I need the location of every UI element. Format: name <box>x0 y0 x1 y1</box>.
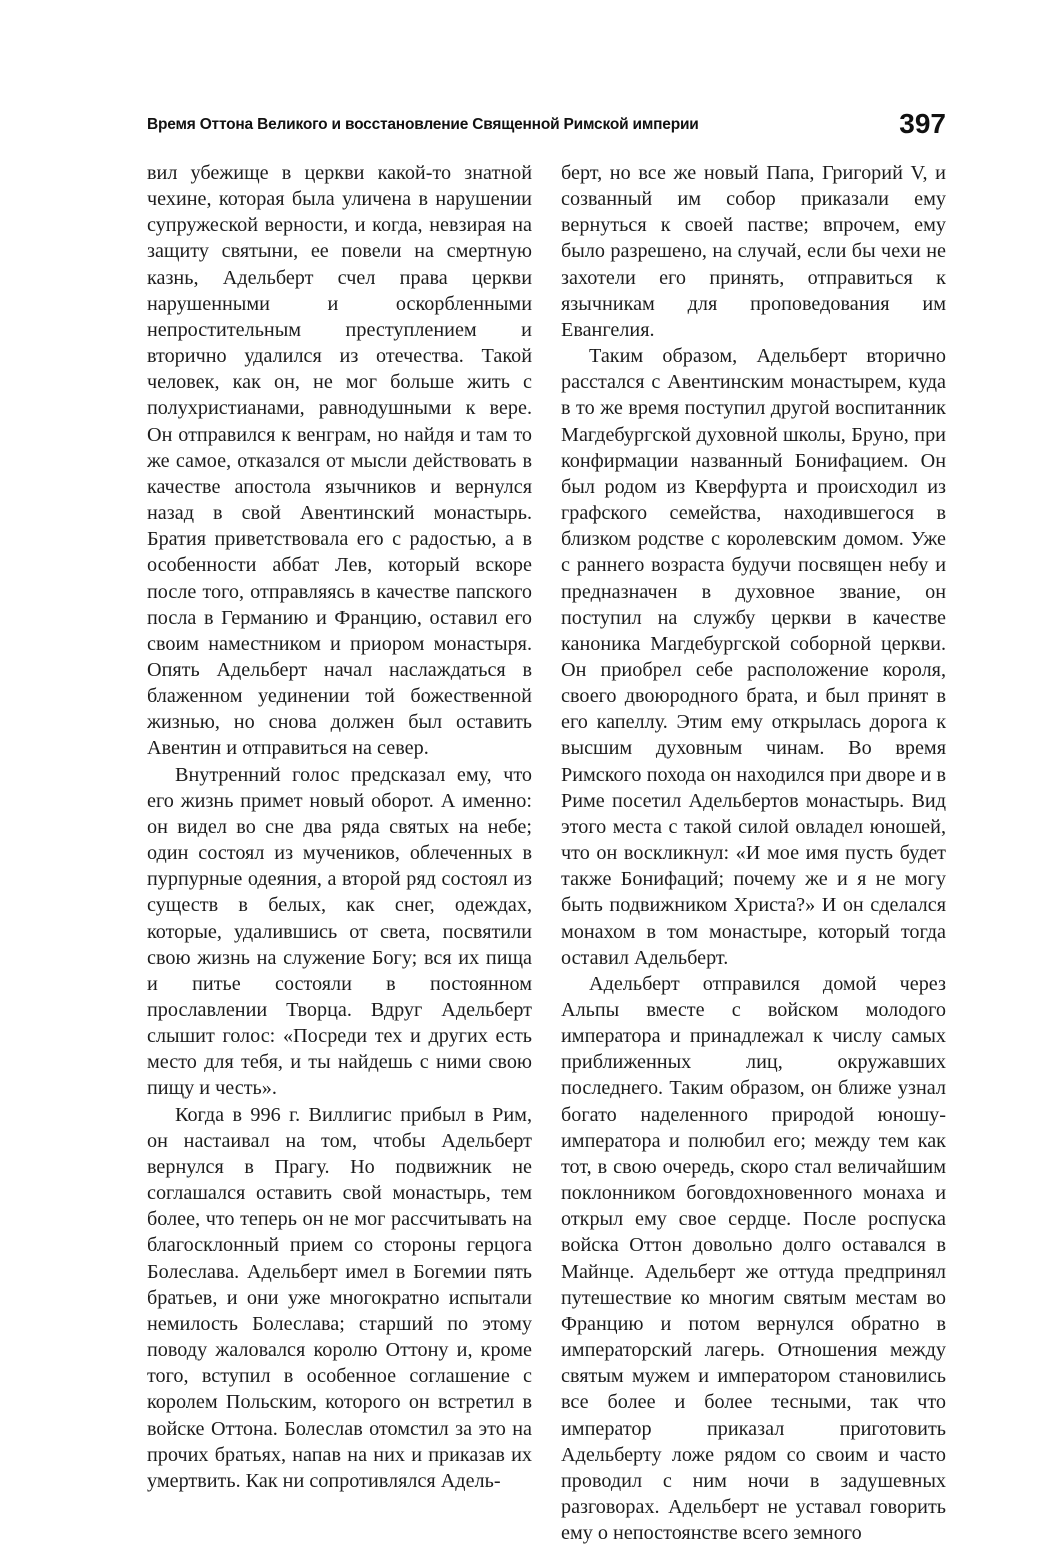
paragraph: берт, но все же новый Папа, Григорий V, и созванный им собор приказали ему вернуться к своей пастве; впрочем, ему было разрешено, на случай, если бы чехи не захотели его принять, отправиться к язычникам для проповедования им Евангелия. <box>561 162 946 341</box>
paragraph: Когда в 996 г. Виллигис прибыл в Рим, он настаивал на том, чтобы Адельберт вернулся в Прагу. Но подвижник не соглашался оставить свой монастырь, тем более, что теперь он не мог рассчитывать на благосклонный прием со стороны герцога Болеслава. Адельберт имел в Богемии пять братьев, и они уже многократно испытали немилость Болеслава; старший по этому поводу жаловался королю Оттону и, кроме того, вступил в особенное соглашение с королем Польским, которого он встретил в войске Оттона. Болеслав отомстил за это на прочих братьях, напав на них и приказав их умертвить. Как ни сопротивлялся Адель- <box>147 1103 532 1492</box>
paragraph: Адельберт отправился домой через Альпы вместе с войском молодого императора и принадлежал к числу самых приближенных лиц, окружавших последнего. Таким образом, он ближе узнал богато наделенного природой юношу-императора и полюбил его; между тем как тот, в свою очередь, скоро стал величайшим поклонником боговдохновенного монаха и открыл ему свое сердце. После роспуска войска Оттон довольно долго оставался в Майнце. Адельберт же оттуда предпринял путешествие ко многим святым местам во Францию и потом вернулся обратно в императорский лагерь. Отношения между святым мужем и императором становились все более и более тесными, так что император приказал приготовить Адельберту ложе рядом со своим и часто проводил с ним ночи в задушевных разговорах. Адельберт не уставал говорить ему о непостоянстве всего земного <box>561 972 946 1545</box>
running-title: Время Оттона Великого и восстановление Священной Римской империи <box>147 116 699 133</box>
left-column <box>147 160 532 1494</box>
paragraph: Таким образом, Адельберт вторично расстался с Авентинским монастырем, куда в то же время поступил другой воспитанник Магдебургской духовной школы, Бруно, при конфирмации названный Бонифацием. Он был родом из Кверфурта и происходил из графского семейства, находившегося в близком родстве с королевским домом. Уже с раннего возраста будучи посвящен небу и предназначен в духовное звание, он поступил на службу церкви в качестве каноника Магдебургской соборной церкви. Он приобрел себе расположение короля, своего двоюродного брата, и был принят в его капеллу. Этим ему открылась дорога к высшим духовным чинам. Во время Римского похода он находился при дворе и в Риме посетил Адельбертов монастырь. Вид этого места с такой силой овладел юношей, что он воскликнул: «И мое имя пусть будет также Бонифаций; почему же и я не могу быть подвижником Христа?» И он сделался монахом в том монастыре, который тогда оставил Адельберт. <box>561 345 946 969</box>
paragraph: вил убежище в церкви какой-то знатной чехине, которая была уличена в нарушении супружеской верности, и когда, невзирая на защиту святыни, ее повели на смертную казнь, Адельберт счел права церкви нарушенными и оскорбленными непростительным преступлением и вторично удалился из отечества. Такой человек, как он, не мог больше жить с полухристианами, равнодушными к вере. Он отправился к венграм, но найдя и там то же самое, отказался от мысли действовать в качестве апостола язычников и вернулся назад в свой Авентинский монастырь. Братия приветствовала его с радостью, а в особенности аббат Лев, который вскоре после того, отправляясь в качестве папского посла в Германию и Францию, оставил его своим наместником и приором монастыря. Опять Адельберт начал наслаждаться в блаженном уединении той божественной жизнью, но снова должен был оставить Авентин и отправиться на север. <box>147 162 532 760</box>
page-number: 397 <box>899 108 946 139</box>
right-column <box>561 160 946 1546</box>
paragraph: Внутренний голос предсказал ему, что его жизнь примет новый оборот. А именно: он видел во сне два ряда святых на небе; один состоял из мучеников, облеченных в пурпурные одеяния, а второй ряд состоял из существ в белых, как снег, одеждах, которые, удалившись от света, посвятили свою жизнь на служение Богу; вся их пища и питье состояли в постоянном прославлении Творца. Вдруг Адельберт слышит голос: «Посреди тех и других есть место для тебя, и ты найдешь с ними свою пищу и честь». <box>147 763 532 1100</box>
